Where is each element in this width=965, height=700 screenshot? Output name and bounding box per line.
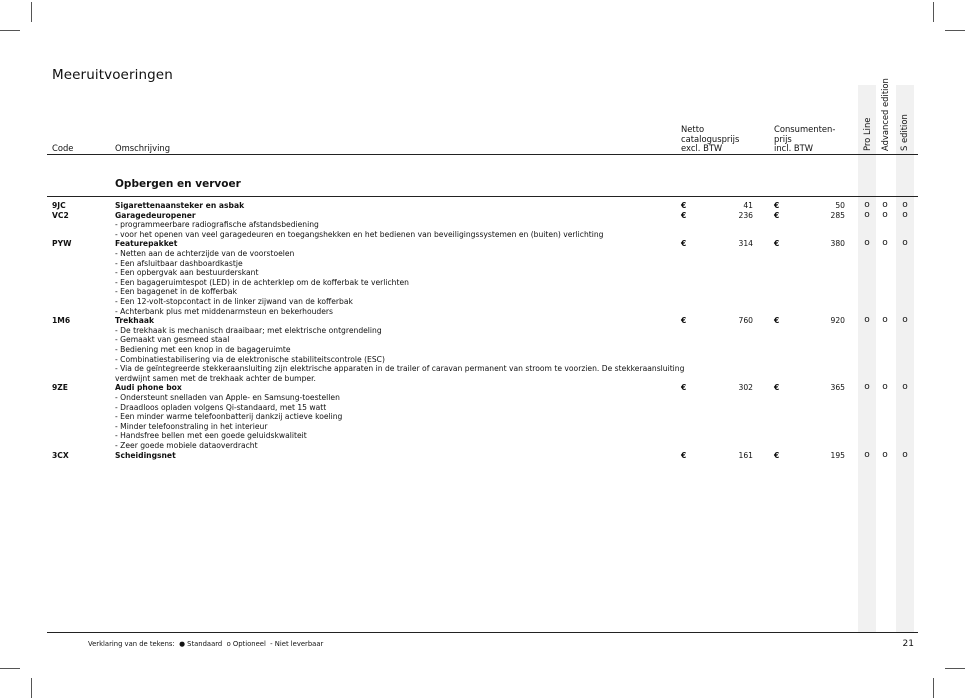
option-title: Scheidingsnet (115, 450, 176, 460)
header-consumentenprijs: Consumenten- prijs incl. BTW (774, 124, 836, 154)
column-shade-s-edition (896, 85, 914, 633)
option-code: 9JC (52, 201, 66, 210)
option-detail: - Bediening met een knop in de bagageruimte (115, 345, 291, 354)
currency-symbol: € (681, 383, 687, 393)
price-netto: 314 (738, 239, 753, 249)
availability-mark: o (864, 238, 870, 249)
availability-mark: o (882, 238, 888, 249)
crop-mark (0, 668, 20, 669)
option-title: Sigarettenaansteker en asbak (115, 201, 245, 210)
option-detail: - programmeerbare radiografische afstandsbediening (115, 220, 319, 230)
option-row (0, 211, 965, 221)
availability-mark: o (864, 315, 870, 326)
availability-mark: o (902, 315, 908, 326)
header-advanced-edition: Advanced edition (880, 78, 890, 151)
crop-mark (31, 678, 32, 698)
legend-label: Verklaring van de tekens: (88, 640, 175, 648)
option-row (0, 316, 965, 326)
legend-standaard: ● Standaard (179, 640, 223, 648)
availability-mark: o (902, 209, 908, 220)
page-number: 21 (902, 639, 914, 649)
availability-mark: o (864, 382, 870, 393)
crop-mark (933, 678, 934, 698)
legend (88, 640, 323, 648)
option-detail: - voor het openen van veel garagedeuren en toegangshekken en het bedienen van beveiligingssystemen en (buiten) verlichting (115, 229, 604, 239)
option-title: Audi phone box (115, 383, 182, 393)
price-consument: 285 (830, 210, 845, 220)
option-detail: - Achterbank plus met middenarmsteun en bekerhouders (115, 306, 333, 316)
header-rule (47, 154, 918, 155)
option-detail: - Handsfree bellen met een goede geluidskwaliteit (115, 431, 307, 441)
option-row (0, 239, 965, 249)
price-consument: 380 (830, 239, 845, 249)
option-code: PYW (52, 239, 72, 249)
option-detail: - Via de geïntegreerde stekkeraansluiting zijn elektrische apparaten in de trailer of caravan permanent van stroom te voorzien. De stekkeraansluiting (115, 364, 685, 374)
option-detail: - Een 12-volt-stopcontact in de linker zijwand van de kofferbak (115, 297, 353, 306)
crop-mark (0, 30, 20, 31)
price-netto: 161 (738, 450, 753, 460)
availability-mark: o (902, 238, 908, 249)
price-netto: 236 (738, 210, 753, 220)
availability-mark: o (882, 449, 888, 460)
footer-rule (47, 632, 918, 633)
option-title: Trekhaak (115, 316, 154, 326)
crop-mark (31, 2, 32, 22)
header-code: Code (52, 143, 74, 153)
option-detail: verdwijnt samen met de trekhaak achter de bumper. (115, 373, 316, 383)
availability-mark: o (882, 382, 888, 393)
option-detail: - Combinatiestabilisering via de elektronische stabiliteitscontrole (ESC) (115, 354, 385, 364)
option-detail: - Een afsluitbaar dashboardkastje (115, 258, 243, 268)
option-row (0, 451, 965, 461)
price-consument: 920 (830, 316, 845, 326)
availability-mark: o (864, 200, 870, 210)
currency-symbol: € (681, 201, 687, 210)
option-row (0, 201, 965, 211)
currency-symbol: € (681, 239, 687, 249)
crop-mark (933, 2, 934, 22)
currency-symbol: € (681, 316, 687, 326)
legend-niet-leverbaar: - Niet leverbaar (270, 640, 324, 648)
option-code: 3CX (52, 450, 69, 460)
currency-symbol: € (681, 210, 687, 220)
price-netto: 302 (738, 383, 753, 393)
availability-mark: o (882, 315, 888, 326)
price-netto: 41 (743, 201, 753, 210)
legend-optioneel: o Optioneel (226, 640, 266, 648)
option-code: VC2 (52, 210, 69, 220)
header-netto: Netto catalogusprijs excl. BTW (681, 124, 740, 154)
option-detail: - Draadloos opladen volgens Qi-standaard, met 15 watt (115, 402, 327, 412)
availability-mark: o (902, 200, 908, 210)
option-title: Garagedeuropener (115, 210, 196, 220)
option-detail: - De trekhaak is mechanisch draaibaar; met elektrische ontgrendeling (115, 325, 382, 335)
crop-mark (945, 30, 965, 31)
availability-mark: o (864, 209, 870, 220)
option-detail: - Netten aan de achterzijde van de voorstoelen (115, 249, 295, 258)
currency-symbol: € (774, 201, 780, 210)
column-shade-pro-line (858, 85, 876, 633)
option-detail: - Een bagageruimtespot (LED) in de achterklep om de kofferbak te verlichten (115, 277, 409, 287)
currency-symbol: € (774, 210, 780, 220)
option-detail: - Zeer goede mobiele dataoverdracht (115, 441, 258, 450)
currency-symbol: € (774, 383, 780, 393)
price-netto: 760 (738, 316, 753, 326)
header-omschrijving: Omschrijving (115, 143, 171, 153)
price-consument: 195 (830, 450, 845, 460)
header-pro-line: Pro Line (862, 117, 872, 151)
option-detail: - Minder telefoonstraling in het interieur (115, 421, 268, 431)
currency-symbol: € (774, 450, 780, 460)
option-code: 1M6 (52, 316, 71, 326)
page-title: Meeruitvoeringen (52, 67, 173, 83)
option-title: Featurepakket (115, 239, 178, 249)
section-title: Opbergen en vervoer (115, 178, 241, 190)
currency-symbol: € (774, 316, 780, 326)
option-detail: - Ondersteunt snelladen van Apple- en Samsung-toestellen (115, 393, 340, 402)
price-consument: 365 (830, 383, 845, 393)
price-consument: 50 (835, 201, 845, 210)
option-row (0, 383, 965, 393)
availability-mark: o (902, 449, 908, 460)
currency-symbol: € (774, 239, 780, 249)
header-s-edition: S edition (899, 114, 909, 151)
option-detail: - Gemaakt van gesmeed staal (115, 335, 230, 345)
section-rule (47, 196, 918, 197)
option-detail: - Een minder warme telefoonbatterij dankzij actieve koeling (115, 412, 343, 422)
crop-mark (945, 668, 965, 669)
option-detail: - Een opbergvak aan bestuurderskant (115, 268, 259, 278)
availability-mark: o (902, 382, 908, 393)
availability-mark: o (882, 200, 888, 210)
availability-mark: o (882, 209, 888, 220)
option-code: 9ZE (52, 383, 68, 393)
option-detail: - Een bagagenet in de kofferbak (115, 287, 238, 297)
currency-symbol: € (681, 450, 687, 460)
availability-mark: o (864, 449, 870, 460)
